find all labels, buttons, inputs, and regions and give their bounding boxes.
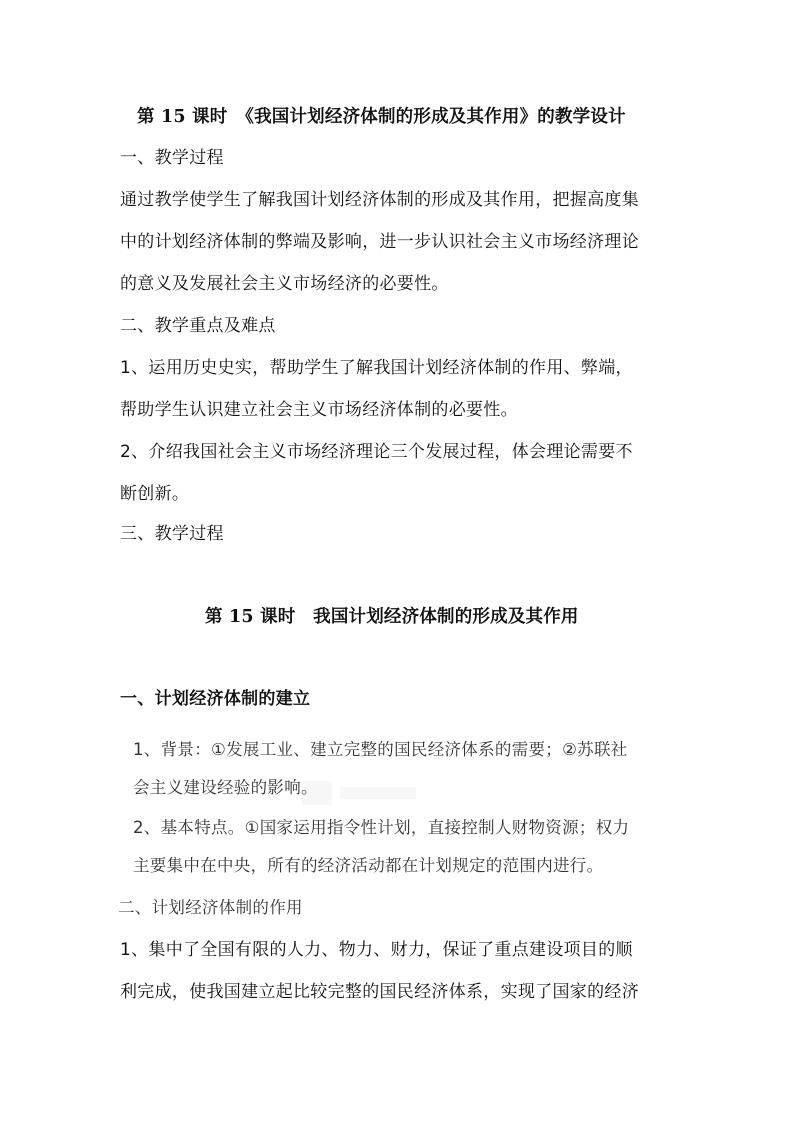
list-item-line: 1、集中了全国有限的人力、物力、财力，保证了重点建设项目的顺 xyxy=(120,940,633,960)
list-item-line: 2、基本特点。①国家运用指令性计划，直接控制人财物资源；权力 xyxy=(133,818,630,837)
document-title: 第 15 课时 《我国计划经济体制的形成及其作用》的教学设计 xyxy=(137,107,626,127)
list-item-line: 断创新。 xyxy=(120,484,190,504)
list-item-line: 主要集中在中央，所有的经济活动都在计划规定的范围内进行。 xyxy=(133,856,604,875)
section-heading-key-points: 二、教学重点及难点 xyxy=(120,316,276,336)
part-heading-establishment: 一、计划经济体制的建立 xyxy=(120,689,311,709)
lesson-subtitle: 第 15 课时 我国计划经济体制的形成及其作用 xyxy=(205,607,579,627)
list-item-line: 利完成，使我国建立起比较完整的国民经济体系，实现了国家的经济 xyxy=(120,982,639,1002)
list-item-line: 1、背景：①发展工业、建立完整的国民经济体系的需要；②苏联社 xyxy=(133,740,628,759)
list-item-line: 帮助学生认识建立社会主义市场经济体制的必要性。 xyxy=(120,400,518,420)
list-item-line: 2、介绍我国社会主义市场经济理论三个发展过程，体会理论需要不 xyxy=(120,442,633,462)
faint-watermark xyxy=(300,775,420,811)
list-item-line: 1、运用历史史实，帮助学生了解我国计划经济体制的作用、弊端， xyxy=(120,358,633,378)
paragraph-line: 通过教学使学生了解我国计划经济体制的形成及其作用，把握高度集 xyxy=(120,190,639,210)
paragraph-line: 的意义及发展社会主义市场经济的必要性。 xyxy=(120,274,449,294)
list-item-line: 会主义建设经验的影响。 xyxy=(133,778,318,797)
section-heading-teaching-process: 一、教学过程 xyxy=(120,148,224,168)
paragraph-line: 中的计划经济体制的弊端及影响，进一步认识社会主义市场经济理论 xyxy=(120,232,639,252)
part-heading-role: 二、计划经济体制的作用 xyxy=(118,898,303,917)
section-heading-process: 三、教学过程 xyxy=(120,524,224,544)
